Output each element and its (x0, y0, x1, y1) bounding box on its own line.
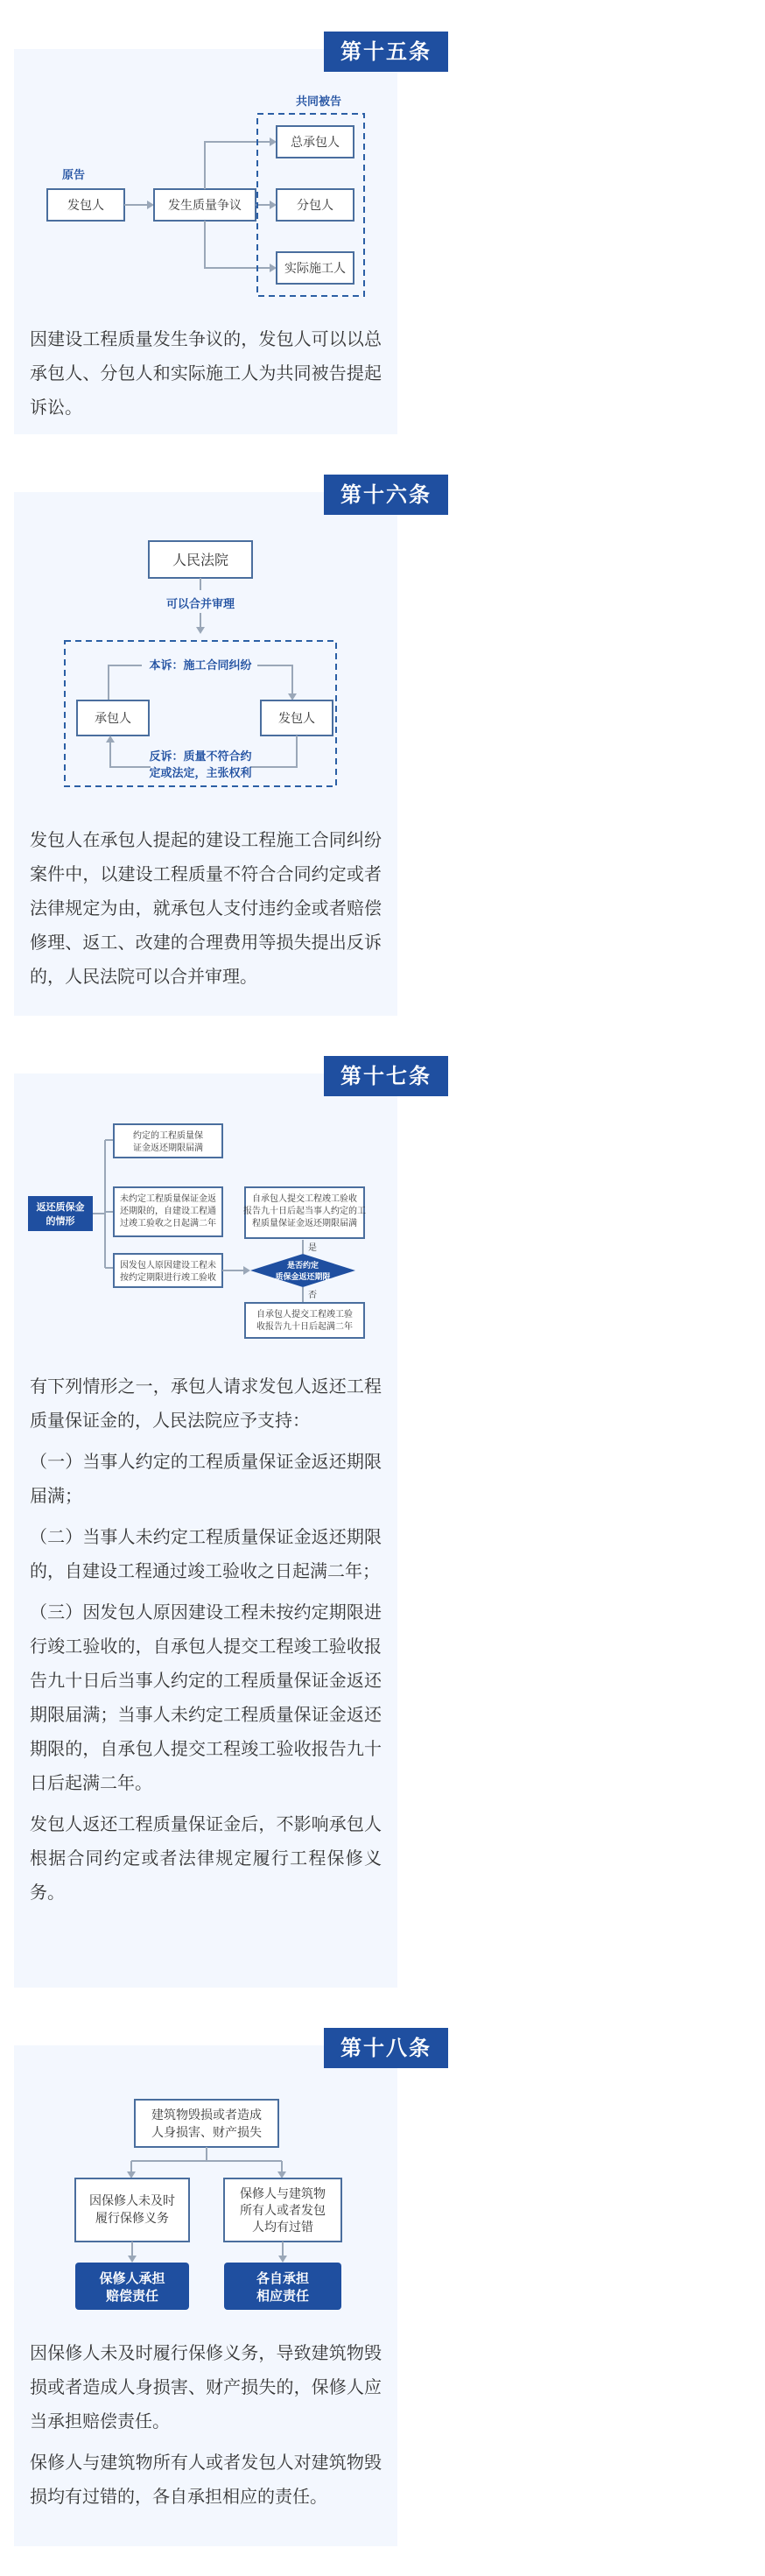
section-18-para-1: 因保修人未及时履行保修义务，导致建筑物毁损或者造成人身损害、财产损失的，保修人应当承担赔偿责任。 (30, 2342, 382, 2432)
both-fault-line2: 所有人或者发包 (240, 2204, 326, 2218)
section-17-item-1: （一）当事人约定的工程质量保证金返还期限届满； (30, 1451, 382, 1506)
yes-label: 是 (308, 1243, 317, 1253)
merge-trial-label: 可以合并审理 (165, 598, 235, 611)
shared-liability-line1: 各自承担 (256, 2270, 310, 2286)
return-deposit-line1: 返还质保金 (36, 1201, 85, 1213)
section-15-diagram (14, 88, 397, 315)
section-18-diagram (14, 2084, 397, 2320)
dispute-label: 发生质量争议 (168, 199, 242, 213)
section-17-closing: 发包人返还工程质量保证金后，不影响承包人根据合同约定或者法律规定履行工程保修义务。 (30, 1813, 382, 1903)
both-fault-line3: 人均有过错 (252, 2221, 313, 2235)
case-3-line2: 按约定期限进行竣工验收 (120, 1273, 216, 1283)
section-17-diagram (14, 1109, 397, 1371)
case-2-line2: 还期限的，自建设工程通 (120, 1207, 216, 1216)
court-label: 人民法院 (172, 552, 229, 568)
employer-label-16: 发包人 (278, 712, 315, 726)
return-deposit-line2: 的情形 (46, 1215, 75, 1227)
case-1-line1: 约定的工程质量保 (133, 1131, 203, 1141)
section-16-diagram (14, 534, 397, 797)
section-15-text: 因建设工程质量发生争议的，发包人可以以总承包人、分包人和实际施工人为共同被告提起诉讼。 (30, 328, 382, 418)
case-3-line1: 因发包人原因建设工程未 (120, 1261, 216, 1270)
repairer-liable-line2: 赔偿责任 (105, 2288, 159, 2304)
subcontractor-label: 分包人 (297, 199, 333, 213)
counterclaim-line2: 定或法定，主张权利 (149, 767, 252, 780)
result-no-line1: 自承包人提交工程竣工验 (256, 1310, 353, 1320)
damage-line2: 人身损害、财产损失 (151, 2126, 262, 2140)
general-contractor-label: 总承包人 (291, 136, 340, 150)
section-18-text (14, 2336, 397, 2514)
repair-failure-line1: 因保修人未及时 (89, 2194, 175, 2208)
counterclaim-line1: 反诉：质量不符合约 (149, 750, 252, 764)
result-yes-line3: 程质量保证金返还期限届满 (252, 1219, 357, 1228)
damage-line1: 建筑物毁损或者造成 (151, 2108, 262, 2122)
section-16-text: 发包人在承包人提起的建设工程施工合同纠纷案件中，以建设工程质量不符合合同约定或者法律规定为由，就承包人支付违约金或者赔偿修理、返工、改建的合理费用等损失提出反诉的，人民法院可以合并审理。 (30, 829, 382, 987)
case-2-line1: 未约定工程质量保证金返 (120, 1194, 216, 1204)
both-fault-line1: 保修人与建筑物 (240, 2187, 326, 2201)
contractor-label: 承包人 (95, 712, 131, 726)
result-no-line2: 收报告九十日后起满二年 (256, 1322, 353, 1332)
section-18-para-2: 保修人与建筑物所有人或者发包人对建筑物毁损均有过错的，各自承担相应的责任。 (30, 2452, 382, 2507)
result-yes-line2: 报告九十日后起当事人约定的工 (243, 1207, 366, 1216)
main-suit-label: 本诉：施工合同纠纷 (149, 659, 252, 672)
section-15-tag: 第十五条 (324, 32, 448, 72)
actual-builder-label: 实际施工人 (284, 262, 346, 276)
section-18-tag: 第十八条 (324, 2028, 448, 2068)
repair-failure-line2: 履行保修义务 (95, 2212, 169, 2226)
decision-line1: 是否约定 (286, 1262, 319, 1270)
repair-failure-box (75, 2178, 189, 2242)
decision-diamond (250, 1254, 355, 1287)
no-label: 否 (308, 1291, 317, 1300)
section-17-item-2: （二）当事人未约定工程质量保证金返还期限的，自建设工程通过竣工验收之日起满二年； (30, 1526, 382, 1581)
employer-label: 发包人 (67, 199, 104, 213)
case-2-line3: 过竣工验收之日起满二年 (120, 1219, 216, 1228)
co-defendant-label: 共同被告 (295, 95, 342, 109)
result-no-box (245, 1303, 364, 1338)
plaintiff-label: 原告 (61, 169, 86, 182)
repairer-liable-line1: 保修人承担 (99, 2270, 165, 2286)
result-yes-line1: 自承包人提交工程竣工验收 (252, 1194, 357, 1204)
section-17-item-3: （三）因发包人原因建设工程未按约定期限进行竣工验收的，自承包人提交工程竣工验收报告九十日后当事人约定的工程质量保证金返还期限届满；当事人未约定工程质量保证金返还期限的，自承包人提交工程竣工验收报告九十日后起满二年。 (30, 1601, 382, 1793)
section-17-tag: 第十七条 (324, 1056, 448, 1096)
section-17-text (14, 1369, 397, 1910)
shared-liability-line2: 相应责任 (256, 2288, 310, 2304)
section-17-intro: 有下列情形之一，承包人请求发包人返还工程质量保证金的，人民法院应予支持： (30, 1376, 382, 1431)
case-1-line2: 证金返还期限届满 (133, 1144, 203, 1153)
decision-line2: 质保金返还期限 (275, 1273, 331, 1282)
section-16-tag: 第十六条 (324, 475, 448, 515)
